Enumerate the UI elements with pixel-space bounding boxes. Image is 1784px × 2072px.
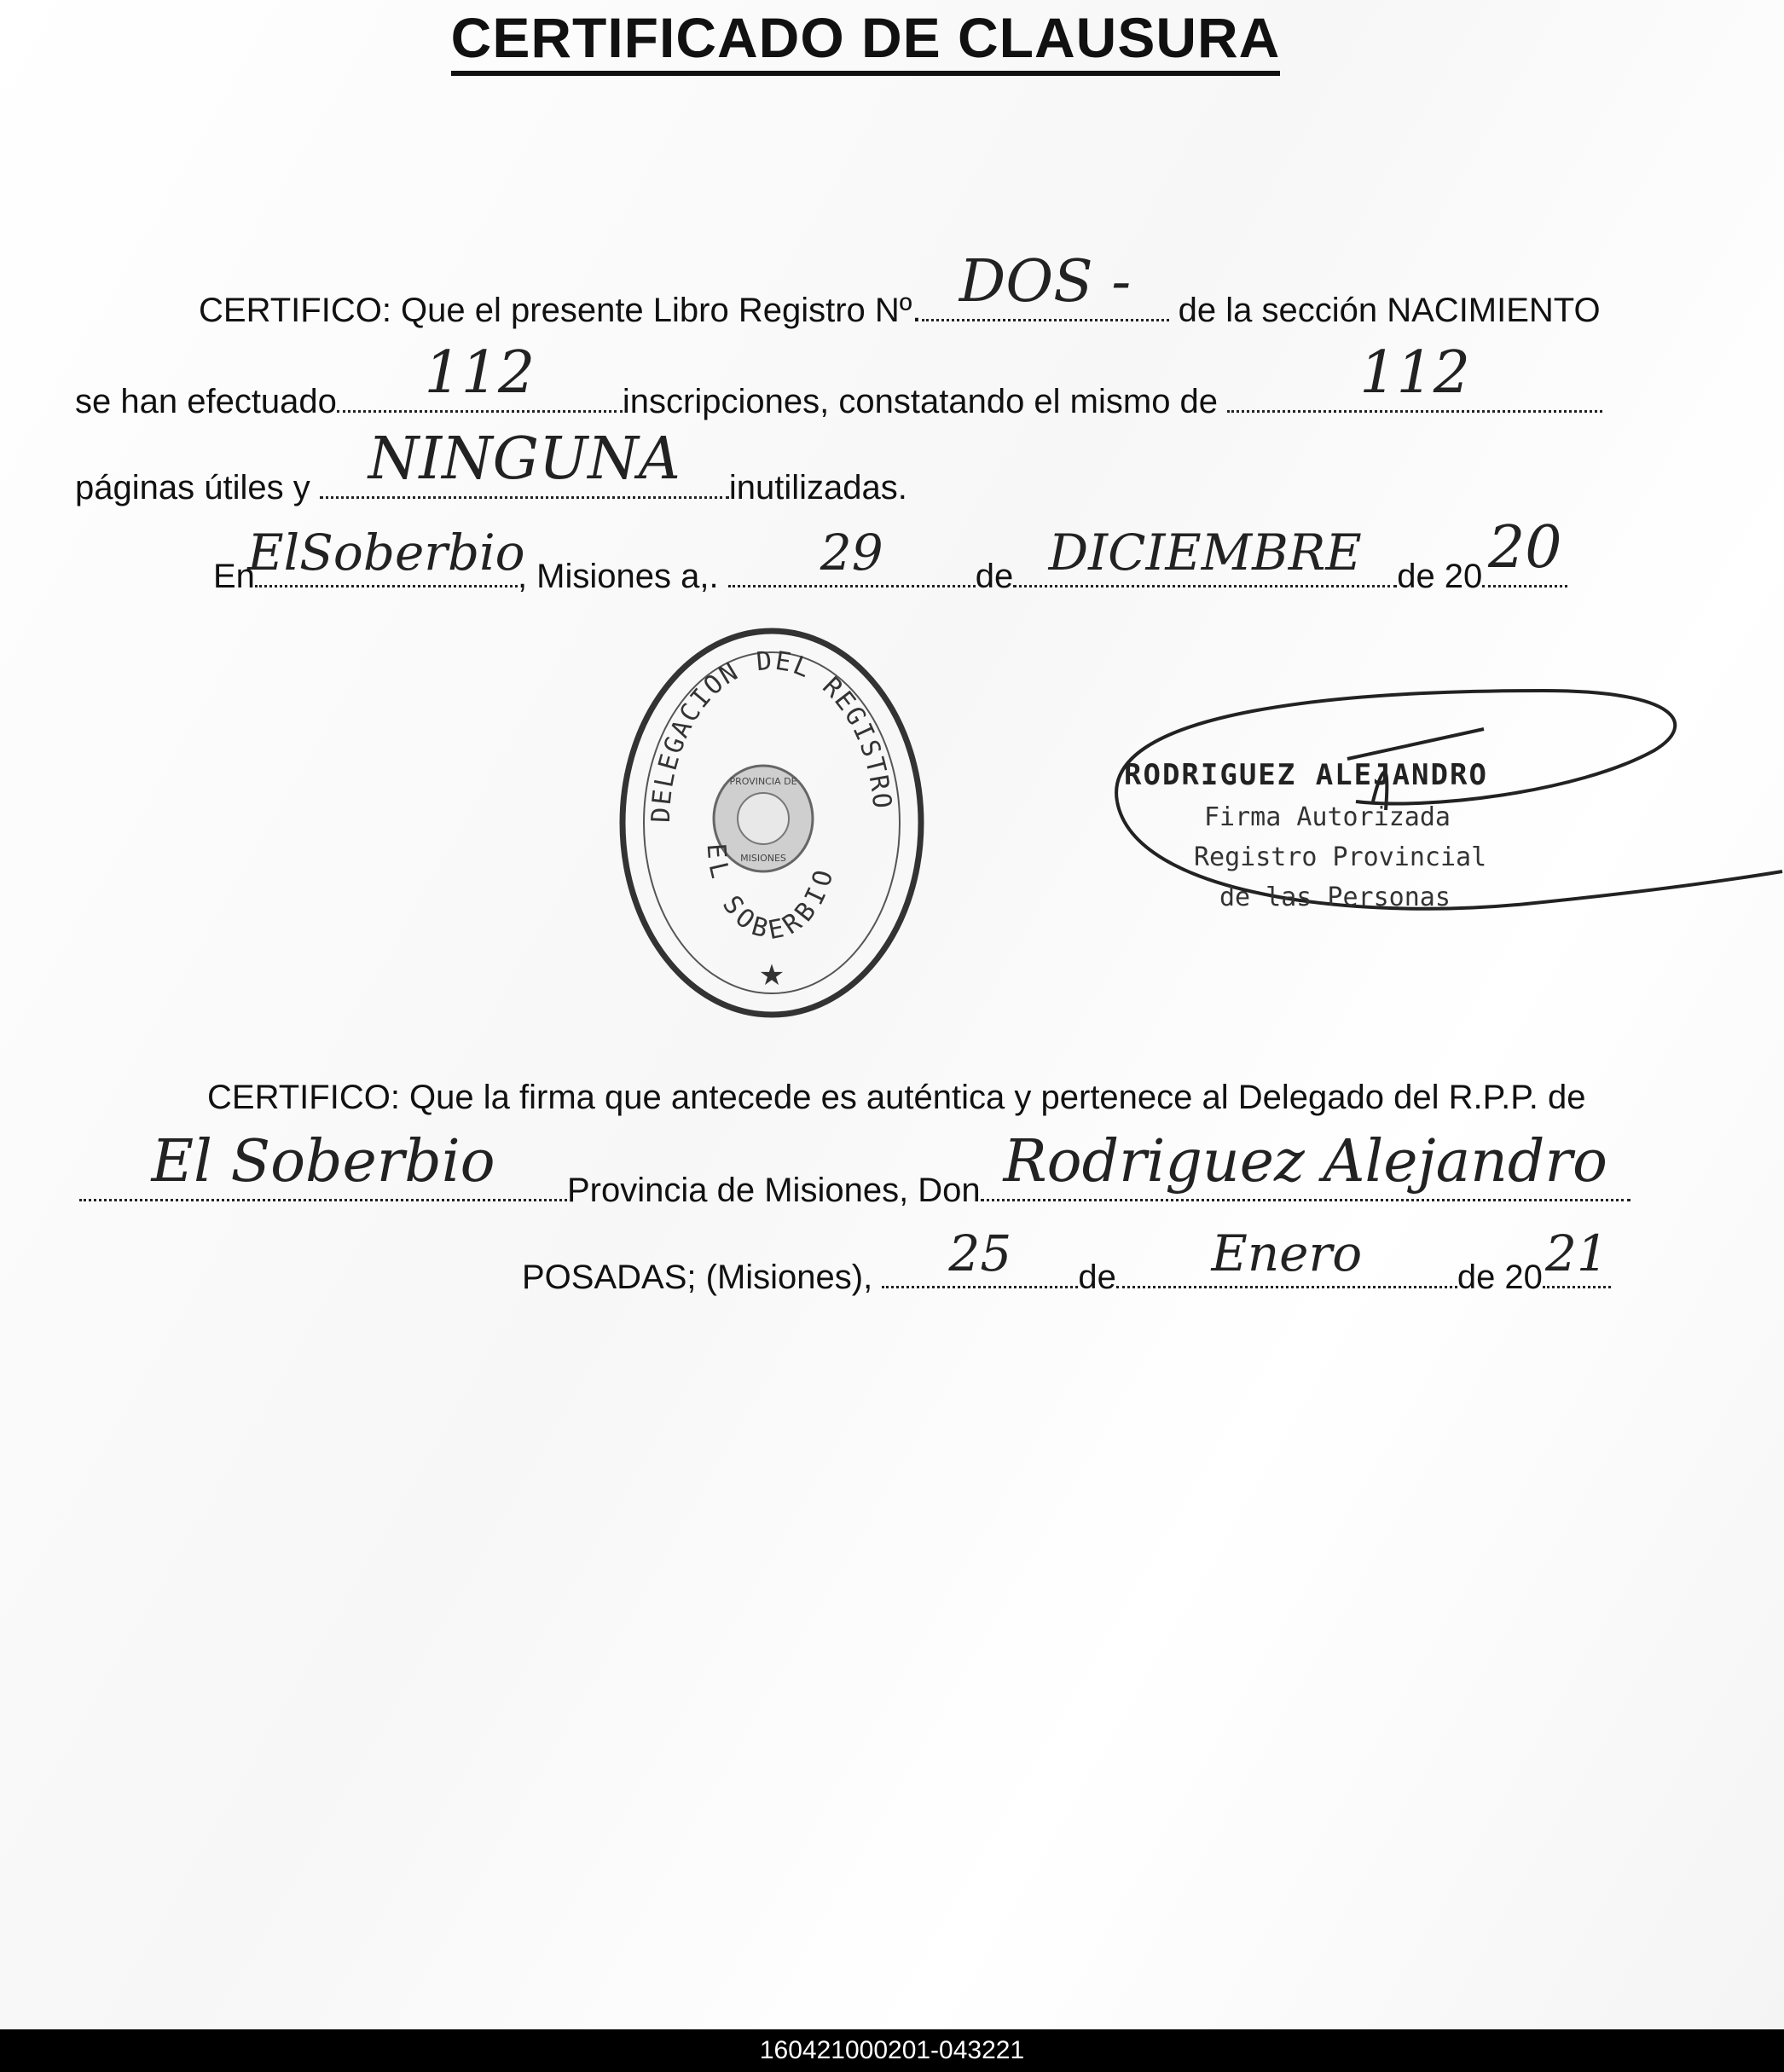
document-id: 160421000201-043221 xyxy=(759,2036,1025,2064)
seccion-label: de la sección NACIMIENTO xyxy=(1168,292,1601,329)
posadas-anio-field xyxy=(1543,1224,1611,1288)
inutilizadas-field xyxy=(320,425,729,499)
dia-field xyxy=(728,524,976,587)
lugar-handwritten: ElSoberbio xyxy=(247,524,525,582)
inscripciones-handwritten: 112 xyxy=(424,339,536,407)
libro-number-handwritten: DOS - xyxy=(959,248,1132,315)
paginas-label: páginas útiles y xyxy=(75,469,320,506)
efectuado-label: se han efectuado xyxy=(75,383,337,420)
dia-handwritten: 29 xyxy=(820,524,883,582)
paginas-handwritten: 112 xyxy=(1359,339,1471,407)
anio-field xyxy=(1482,514,1567,587)
posadas-mes-field xyxy=(1116,1224,1457,1288)
paginas-line xyxy=(75,425,907,507)
inscripciones-line xyxy=(75,339,1602,421)
constatando-label: inscripciones, constatando el mismo de xyxy=(622,383,1228,420)
certifico-firma-text: CERTIFICO: Que la firma que antecede es auténtica y pertenece al Delegado del R.P.P. de xyxy=(207,1079,1586,1116)
star-icon: ★ xyxy=(758,959,785,992)
inutilizadas-handwritten: NINGUNA xyxy=(368,425,681,493)
provincia-label: Provincia de Misiones, Don xyxy=(567,1172,981,1209)
provincia-line xyxy=(79,1128,1631,1210)
delegacion-lugar-handwritten: El Soberbio xyxy=(151,1128,495,1195)
document-id-bar xyxy=(0,2029,1784,2072)
de20-label: de 20 xyxy=(1397,558,1483,595)
seal-inner-text: EL SOBERBIO xyxy=(700,842,841,946)
emblem-bottom-text: MISIONES xyxy=(740,853,786,864)
signature-name: RODRIGUEZ ALEJANDRO xyxy=(1124,758,1488,792)
libro-number-field xyxy=(922,248,1169,321)
posadas-anio-handwritten: 21 xyxy=(1545,1224,1608,1282)
signature-stamp xyxy=(1100,674,1784,929)
de-label: de xyxy=(975,558,1014,595)
posadas-de20-label: de 20 xyxy=(1457,1259,1543,1296)
document-title xyxy=(0,5,1731,70)
mes-field xyxy=(1013,524,1397,587)
posadas-label: POSADAS; (Misiones), xyxy=(522,1259,883,1296)
inscripciones-field xyxy=(337,339,623,413)
inutilizadas-label: inutilizadas. xyxy=(728,469,907,506)
signature-line1: Firma Autorizada xyxy=(1204,802,1451,832)
posadas-mes-handwritten: Enero xyxy=(1211,1224,1363,1282)
en-label: En xyxy=(213,558,255,595)
posadas-dia-handwritten: 25 xyxy=(948,1224,1012,1282)
signature-line3: de las Personas xyxy=(1219,883,1451,912)
official-seal xyxy=(614,622,930,1023)
mes-handwritten: DICIEMBRE xyxy=(1048,524,1362,582)
certifico-firma-line xyxy=(207,1079,1586,1117)
signature-scribble xyxy=(1100,674,1784,929)
paginas-field xyxy=(1227,339,1602,413)
lugar-field xyxy=(247,524,525,587)
libro-label: CERTIFICO: Que el presente Libro Registro Nº. xyxy=(199,292,922,329)
seal-outer-text: DELEGACION DEL REGISTRO xyxy=(646,645,897,824)
fecha-line xyxy=(213,514,1567,596)
posadas-dia-field xyxy=(882,1224,1078,1288)
anio-handwritten: 20 xyxy=(1488,514,1562,582)
signature-line2: Registro Provincial xyxy=(1194,842,1487,872)
delegacion-lugar-field xyxy=(79,1128,567,1201)
delegado-nombre-handwritten: Rodriguez Alejandro xyxy=(1003,1128,1607,1195)
posadas-de-label: de xyxy=(1078,1259,1116,1296)
title-text: CERTIFICADO DE CLAUSURA xyxy=(451,6,1281,76)
posadas-fecha-line xyxy=(522,1224,1611,1297)
libro-registro-line xyxy=(199,248,1601,330)
emblem-top-text: PROVINCIA DE xyxy=(729,776,797,787)
delegado-nombre-field xyxy=(981,1128,1631,1201)
misiones-label: , Misiones a,. xyxy=(517,558,728,595)
